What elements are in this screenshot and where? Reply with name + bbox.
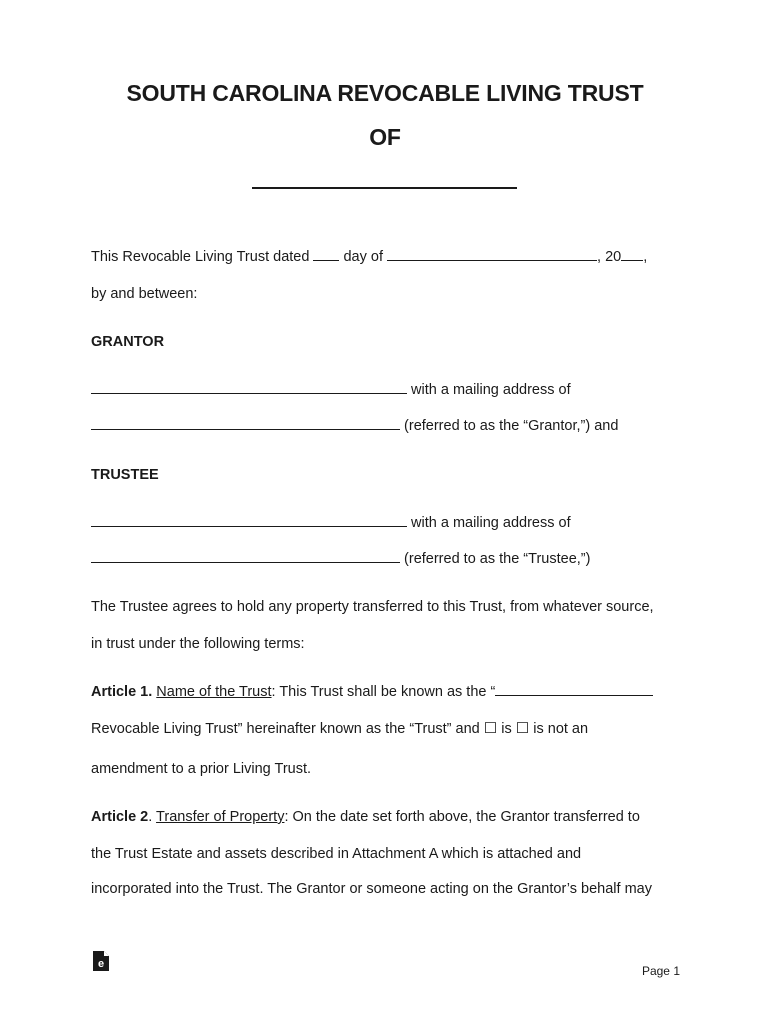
intro-text: This Revocable Living Trust dated <box>91 249 310 265</box>
article2-line1 <box>91 808 640 826</box>
intro-year-prefix: , 20 <box>597 249 622 265</box>
document-e-icon <box>92 950 110 972</box>
trustee-heading: TRUSTEE <box>91 467 159 483</box>
article1-heading: Name of the Trust <box>156 684 272 700</box>
page-number: Page 1 <box>641 964 680 978</box>
article1-line1 <box>91 683 653 701</box>
grantor-heading: GRANTOR <box>91 334 165 350</box>
grantor-address-blank[interactable] <box>91 417 400 430</box>
is-checkbox[interactable]: ☐ <box>483 720 498 737</box>
is-label: is <box>501 721 512 737</box>
grantor-name-blank[interactable] <box>91 381 407 394</box>
month-blank[interactable] <box>387 248 597 261</box>
document-title-line1: SOUTH CAROLINA REVOCABLE LIVING TRUST <box>126 80 644 106</box>
trustee-referred-text: (referred to as the “Trustee,”) <box>404 551 591 567</box>
article1-label: Article 1. <box>91 684 153 700</box>
is-not-checkbox[interactable]: ☐ <box>515 720 530 737</box>
trustee-name-blank[interactable] <box>91 514 407 527</box>
intro-comma: , <box>643 249 648 265</box>
grantor-referred-text: (referred to as the “Grantor,”) and <box>404 418 619 434</box>
grantor-line2 <box>91 417 618 435</box>
article1-text: : This Trust shall be known as the “ <box>271 684 496 700</box>
is-not-label: is not an <box>533 721 589 737</box>
svg-text:e: e <box>97 958 105 970</box>
intro-day-of: day of <box>343 249 383 265</box>
agreement-line1: The Trustee agrees to hold any property transferred to this Trust, from whatever source, <box>91 599 654 615</box>
article2-heading: Transfer of Property <box>156 809 285 825</box>
trust-name-field[interactable] <box>495 683 653 696</box>
article1-line3: amendment to a prior Living Trust. <box>91 761 312 777</box>
trust-name-blank[interactable] <box>252 187 517 189</box>
day-blank[interactable] <box>313 248 339 261</box>
grantor-line1 <box>91 381 571 399</box>
article2-label: Article 2 <box>91 809 149 825</box>
grantor-mailing-text: with a mailing address of <box>411 382 571 398</box>
trustee-line2 <box>91 550 590 568</box>
article2-dot: . <box>148 809 153 825</box>
article2-line3: incorporated into the Trust. The Grantor or someone acting on the Grantor’s behalf may <box>91 881 652 897</box>
intro-line2: by and between: <box>91 286 198 302</box>
article2-text: : On the date set forth above, the Grantor transferred to <box>284 809 640 825</box>
article2-line2: the Trust Estate and assets described in Attachment A which is attached and <box>91 846 582 862</box>
document-title-line2: OF <box>369 124 401 150</box>
article1-line2 <box>91 720 588 738</box>
intro-line <box>91 248 647 266</box>
trustee-mailing-text: with a mailing address of <box>411 515 571 531</box>
agreement-line2: in trust under the following terms: <box>91 636 305 652</box>
article1-line2-text: Revocable Living Trust” hereinafter known as the “Trust” and <box>91 721 480 737</box>
trustee-address-blank[interactable] <box>91 550 400 563</box>
trustee-line1 <box>91 514 571 532</box>
year-blank[interactable] <box>621 248 643 261</box>
